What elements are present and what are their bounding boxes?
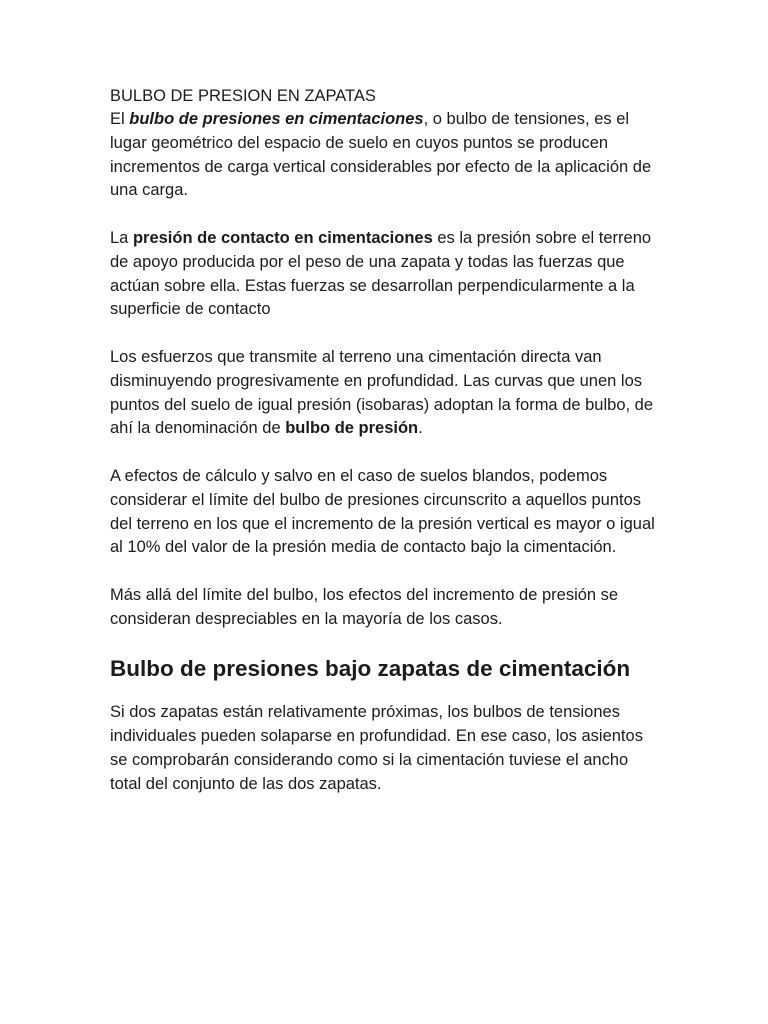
p3-rest: . bbox=[418, 419, 423, 438]
paragraph-zapatas-proximas: Si dos zapatas están relativamente próximas, los bulbos de tensiones individuales pueden solaparse en profundidad. En ese caso, los asientos se comprobarán considerando como si la cimentación tuviese el ancho total del conjunto de las dos zapatas. bbox=[110, 703, 643, 793]
p3-emphasis: bulbo de presión bbox=[285, 419, 419, 438]
p1-lead: El bbox=[110, 110, 130, 128]
section-heading: Bulbo de presiones bajo zapatas de cimentación bbox=[110, 656, 631, 682]
paragraph-presion-contacto bbox=[110, 227, 662, 322]
paragraph-bulbo-definition bbox=[110, 108, 662, 203]
paragraph-limite: Más allá del límite del bulbo, los efectos del incremento de presión se consideran despreciables en la mayoría de los casos. bbox=[110, 585, 619, 628]
paragraph-esfuerzos bbox=[110, 346, 662, 441]
p1-rest: , o bulbo de tensiones, es el lugar geométrico del espacio de suelo en cuyos puntos se producen incrementos de carga vertical considerables por efecto de la aplicación de una carga. bbox=[110, 110, 652, 200]
p1-emphasis: bulbo de presiones en cimentaciones bbox=[129, 110, 424, 128]
document-title: BULBO DE PRESION EN ZAPATAS bbox=[110, 87, 376, 105]
document-page bbox=[110, 84, 662, 820]
p2-emphasis: presión de contacto en cimentaciones bbox=[132, 228, 433, 247]
paragraph-calculo: A efectos de cálculo y salvo en el caso de suelos blandos, podemos considerar el límite del bulbo de presiones circunscrito a aquellos puntos del terreno en los que el incremento de la presión vertical es mayor o igual al 10% del valor de la presión media de contacto bajo la cimentación. bbox=[110, 466, 655, 557]
p2-rest: es la presión sobre el terreno de apoyo producida por el peso de una zapata y todas las fuerzas que actúan sobre ella. Estas fuerzas se desarrollan perpendicularmente a la superficie de contacto bbox=[110, 228, 652, 319]
p2-lead: La bbox=[110, 228, 133, 247]
p3-lead: Los esfuerzos que transmite al terreno una cimentación directa van disminuyendo progresivamente en profundidad. Las curvas que unen los puntos del suelo de igual presión (isobaras) adoptan la forma de bulbo, de ahí la denominación de bbox=[110, 347, 654, 438]
